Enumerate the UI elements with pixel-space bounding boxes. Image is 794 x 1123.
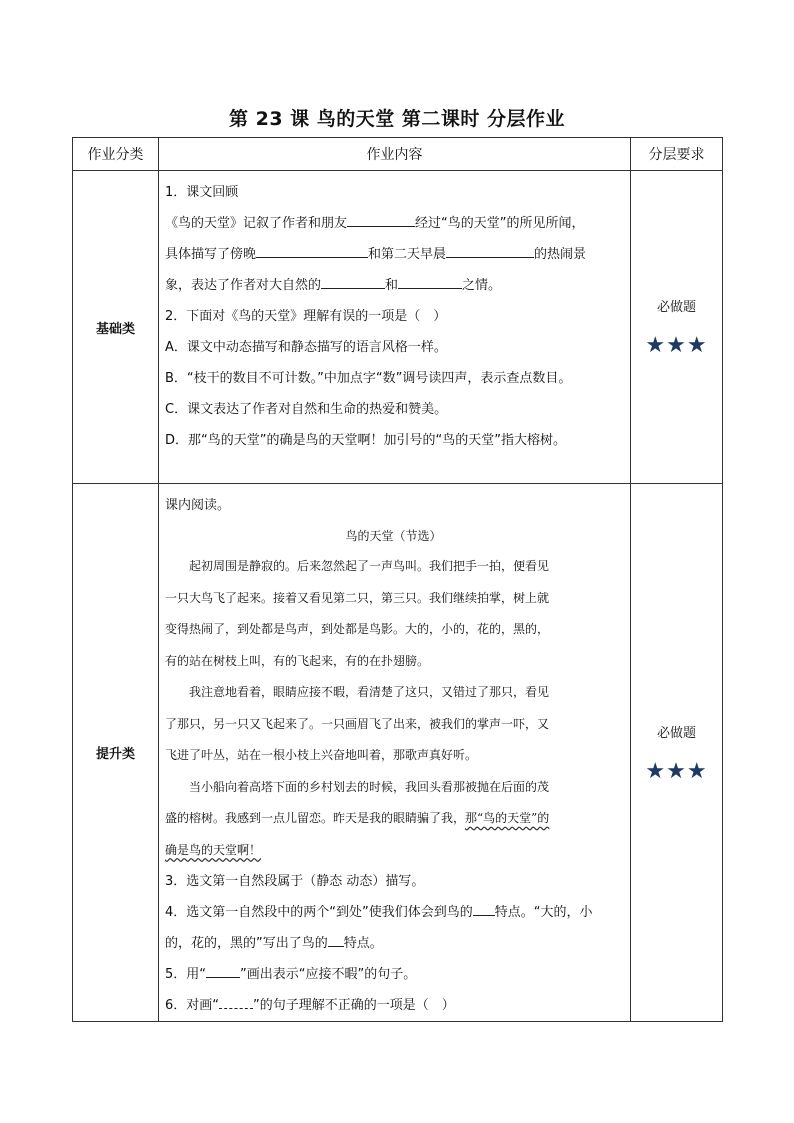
passage-line: 了那只，另一只又飞起来了。一只画眉飞了出来，被我们的掌声一吓，又: [165, 716, 550, 731]
table-header-row: [73, 138, 723, 171]
reading-passage: [165, 521, 622, 866]
fill-blank[interactable]: [347, 212, 415, 227]
q6: 6．对画“ ”的句子理解不正确的一项是（ ）: [165, 990, 622, 1021]
wavy-underlined-sentence: 那“鸟的天堂”的: [465, 811, 550, 825]
requirement-label: 必做题: [656, 725, 696, 741]
header-category: 作业分类: [73, 138, 159, 171]
content-advanced: [159, 484, 631, 1022]
passage-line: 当小船向着高塔下面的乡村划去的时候，我回头看那被抛在后面的茂: [165, 779, 550, 794]
star-rating-icon: ★★★: [645, 758, 708, 784]
passage-line: 盛的榕树。我感到一点儿留恋。昨天是我的眼睛骗了我，那“鸟的天堂”的: [165, 811, 550, 825]
homework-table: [72, 137, 723, 1022]
page-title: 第 23 课 鸟的天堂 第二课时 分层作业: [228, 108, 565, 130]
requirement-label: 必做题: [656, 300, 696, 315]
q4-line-2: 的，花的，黑的”写出了鸟的 特点。: [165, 928, 622, 959]
passage-line: 起初周围是静寂的。后来忽然起了一声鸟叫。我们把手一拍，便看见: [165, 559, 550, 573]
table-row-advanced: [73, 484, 723, 1022]
star-rating-icon: ★★★: [645, 333, 708, 358]
passage-line: 有的站在树枝上叫，有的飞起来，有的在扑翅膀。: [165, 653, 430, 668]
passage-title: 鸟的天堂（节选）: [345, 529, 442, 543]
category-basic: 基础类: [73, 171, 159, 484]
line-sample: [219, 994, 253, 1009]
q1-heading: 1．课文回顾: [165, 185, 239, 200]
content-basic: [159, 171, 631, 484]
passage-line: 飞进了叶丛，站在一根小枝上兴奋地叫着，那歌声真好听。: [165, 748, 478, 762]
q1-line-3: 象，表达了作者对大自然的 和 之情。: [165, 270, 622, 301]
q4-line-1: 4．选文第一自然段中的两个“到处”使我们体会到鸟的 特点。“大的，小: [165, 897, 622, 928]
q3: 3．选文第一自然段属于（静态 动态）描写。: [165, 874, 425, 889]
fill-blank[interactable]: [473, 901, 495, 916]
requirement-advanced: [631, 484, 723, 1022]
wavy-underlined-sentence: 确是鸟的天堂啊！: [165, 842, 262, 857]
passage-line: 一只大鸟飞了起来。接着又看见第二只，第三只。我们继续拍掌，树上就: [165, 590, 550, 605]
q1-line-1: 《鸟的天堂》记叙了作者和朋友 经过“鸟的天堂”的所见所闻，: [165, 208, 622, 239]
header-requirement: 分层要求: [631, 138, 723, 171]
category-advanced: 提升类: [73, 484, 159, 1022]
q2-option-a: A．课文中动态描写和静态描写的语言风格一样。: [165, 340, 447, 355]
fill-blank[interactable]: [446, 243, 534, 258]
q2-option-b: B．“枝干的数目不可计数。”中加点字“数”调号读四声，表示查点数目。: [165, 371, 572, 386]
q1-line-2: 具体描写了傍晚 和第二天早晨 的热闹景: [165, 239, 622, 270]
straight-line-sample: [206, 963, 240, 978]
q2-option-c: C．课文表达了作者对自然和生命的热爱和赞美。: [165, 402, 448, 417]
passage-line: 变得热闹了，到处都是鸟声，到处都是鸟影。大的，小的，花的，黑的，: [165, 622, 550, 636]
q5: 5．用“ ”画出表示“应接不暇”的句子。: [165, 959, 622, 990]
passage-line: [165, 835, 622, 867]
header-content: 作业内容: [159, 138, 631, 171]
passage-line: 我注意地看着，眼睛应接不暇，看清楚了这只，又错过了那只，看见: [165, 685, 550, 699]
fill-blank[interactable]: [398, 274, 462, 289]
q2-stem: 2．下面对《鸟的天堂》理解有误的一项是（ ）: [165, 309, 447, 324]
fill-blank[interactable]: [321, 274, 385, 289]
requirement-basic: [631, 171, 723, 484]
fill-blank[interactable]: [328, 932, 344, 947]
q2-option-d: D．那“鸟的天堂”的确是鸟的天堂啊！加引号的“鸟的天堂”指大榕树。: [165, 433, 566, 448]
reading-intro: 课内阅读。: [165, 498, 231, 513]
fill-blank[interactable]: [256, 243, 368, 258]
table-row-basic: [73, 171, 723, 484]
